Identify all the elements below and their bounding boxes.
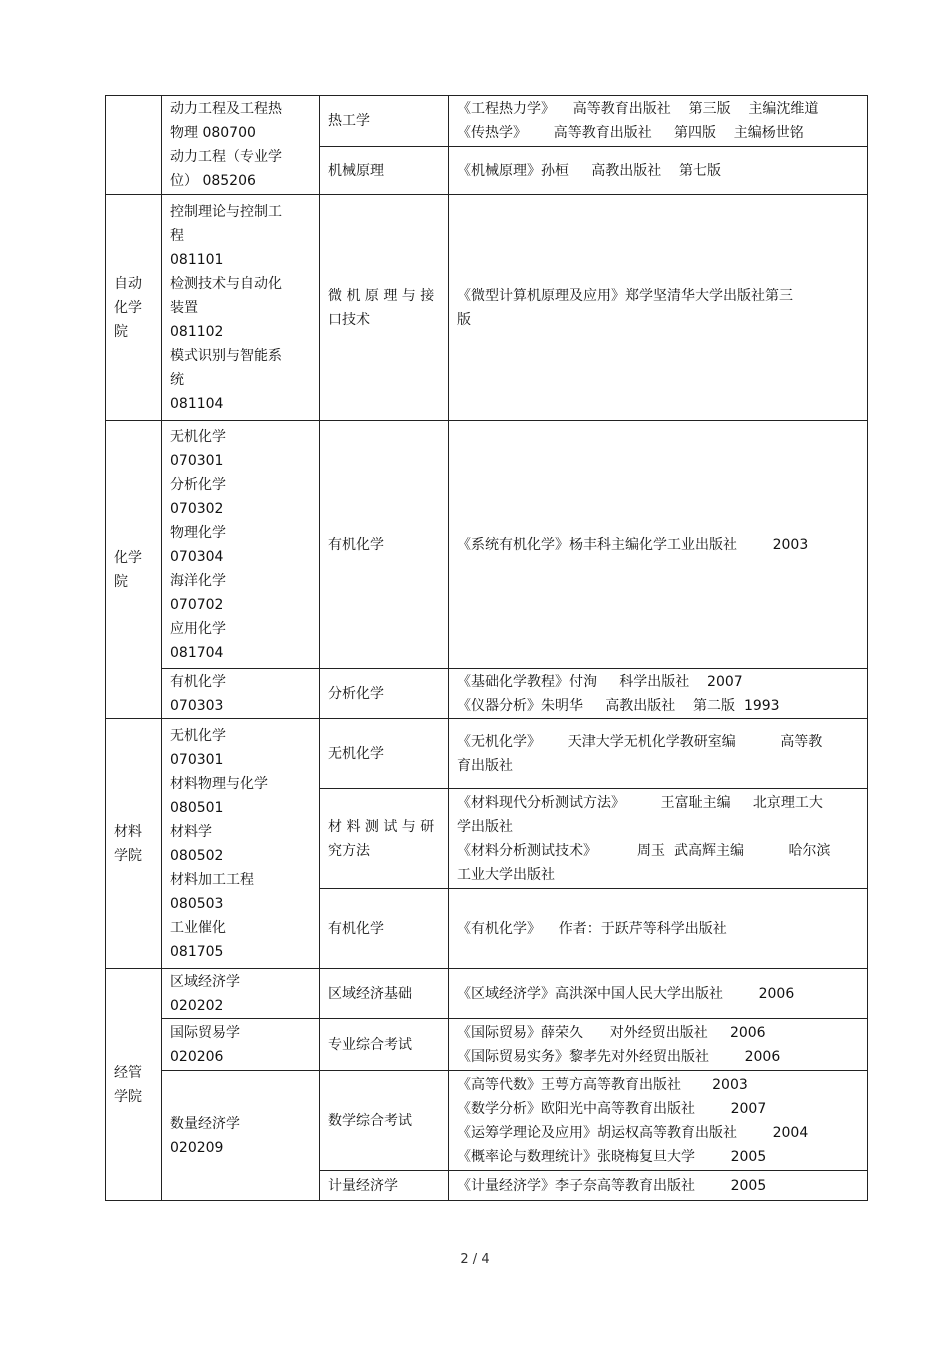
reference-books-cell: 《微型计算机原理及应用》郑学坚清华大学出版社第三 版 bbox=[449, 195, 868, 421]
subject-cell: 分析化学 bbox=[320, 669, 449, 719]
reference-books-cell: 《工程热力学》 高等教育出版社 第三版 主编沈维道 《传热学》 高等教育出版社 第四版 主编杨世铭 bbox=[449, 96, 868, 147]
reference-books-cell: 《计量经济学》李子奈高等教育出版社 2005 bbox=[449, 1171, 868, 1201]
table-row bbox=[106, 1019, 868, 1071]
college-cell: 自动 化学 院 bbox=[106, 195, 162, 421]
major-cell: 有机化学 070303 bbox=[162, 669, 320, 719]
major-cell: 区域经济学 020202 bbox=[162, 969, 320, 1019]
page-number: 2 / 4 bbox=[460, 1252, 490, 1267]
subject-cell: 微 机 原 理 与 接 口技术 bbox=[320, 195, 449, 421]
subject-cell: 材 料 测 试 与 研 究方法 bbox=[320, 789, 449, 889]
college-cell: 经管 学院 bbox=[106, 969, 162, 1201]
major-cell: 无机化学 070301 材料物理与化学 080501 材料学 080502 材料加工工程 080503 工业催化 081705 bbox=[162, 719, 320, 969]
exam-reference-table bbox=[105, 95, 868, 1201]
subject-cell: 专业综合考试 bbox=[320, 1019, 449, 1071]
college-cell: 化学 院 bbox=[106, 421, 162, 719]
college-cell: 材料 学院 bbox=[106, 719, 162, 969]
subject-cell: 区域经济基础 bbox=[320, 969, 449, 1019]
reference-books-cell: 《高等代数》王萼方高等教育出版社 2003 《数学分析》欧阳光中高等教育出版社 2007 《运筹学理论及应用》胡运权高等教育出版社 2004 《概率论与数理统计》张晓梅复旦大学 2005 bbox=[449, 1071, 868, 1171]
table-row bbox=[106, 195, 868, 421]
major-cell: 控制理论与控制工 程 081101 检测技术与自动化 装置 081102 模式识别与智能系 统 081104 bbox=[162, 195, 320, 421]
table-row bbox=[106, 1071, 868, 1171]
reference-books-cell: 《国际贸易》薛荣久 对外经贸出版社 2006 《国际贸易实务》黎孝先对外经贸出版社 2006 bbox=[449, 1019, 868, 1071]
table-row bbox=[106, 669, 868, 719]
subject-cell: 机械原理 bbox=[320, 147, 449, 195]
table-row bbox=[106, 719, 868, 789]
reference-books-cell: 《系统有机化学》杨丰科主编化学工业出版社 2003 bbox=[449, 421, 868, 669]
table-row bbox=[106, 969, 868, 1019]
table-row bbox=[106, 421, 868, 669]
reference-books-cell: 《有机化学》 作者：于跃芹等科学出版社 bbox=[449, 889, 868, 969]
major-cell: 动力工程及工程热 物理 080700 动力工程（专业学 位） 085206 bbox=[162, 96, 320, 195]
reference-books-cell: 《材料现代分析测试方法》 王富耻主编 北京理工大 学出版社 《材料分析测试技术》 周玉 武高辉主编 哈尔滨 工业大学出版社 bbox=[449, 789, 868, 889]
subject-cell: 数学综合考试 bbox=[320, 1071, 449, 1171]
table-row bbox=[106, 96, 868, 147]
reference-books-cell: 《机械原理》孙桓 高教出版社 第七版 bbox=[449, 147, 868, 195]
reference-books-cell: 《区域经济学》高洪深中国人民大学出版社 2006 bbox=[449, 969, 868, 1019]
subject-cell: 热工学 bbox=[320, 96, 449, 147]
subject-cell: 无机化学 bbox=[320, 719, 449, 789]
major-cell: 数量经济学 020209 bbox=[162, 1071, 320, 1201]
reference-books-cell: 《基础化学教程》付洵 科学出版社 2007 《仪器分析》朱明华 高教出版社 第二版 1993 bbox=[449, 669, 868, 719]
subject-cell: 计量经济学 bbox=[320, 1171, 449, 1201]
major-cell: 国际贸易学 020206 bbox=[162, 1019, 320, 1071]
major-cell: 无机化学 070301 分析化学 070302 物理化学 070304 海洋化学 070702 应用化学 081704 bbox=[162, 421, 320, 669]
reference-books-cell: 《无机化学》 天津大学无机化学教研室编 高等教 育出版社 bbox=[449, 719, 868, 789]
subject-cell: 有机化学 bbox=[320, 889, 449, 969]
subject-cell: 有机化学 bbox=[320, 421, 449, 669]
college-cell bbox=[106, 96, 162, 195]
